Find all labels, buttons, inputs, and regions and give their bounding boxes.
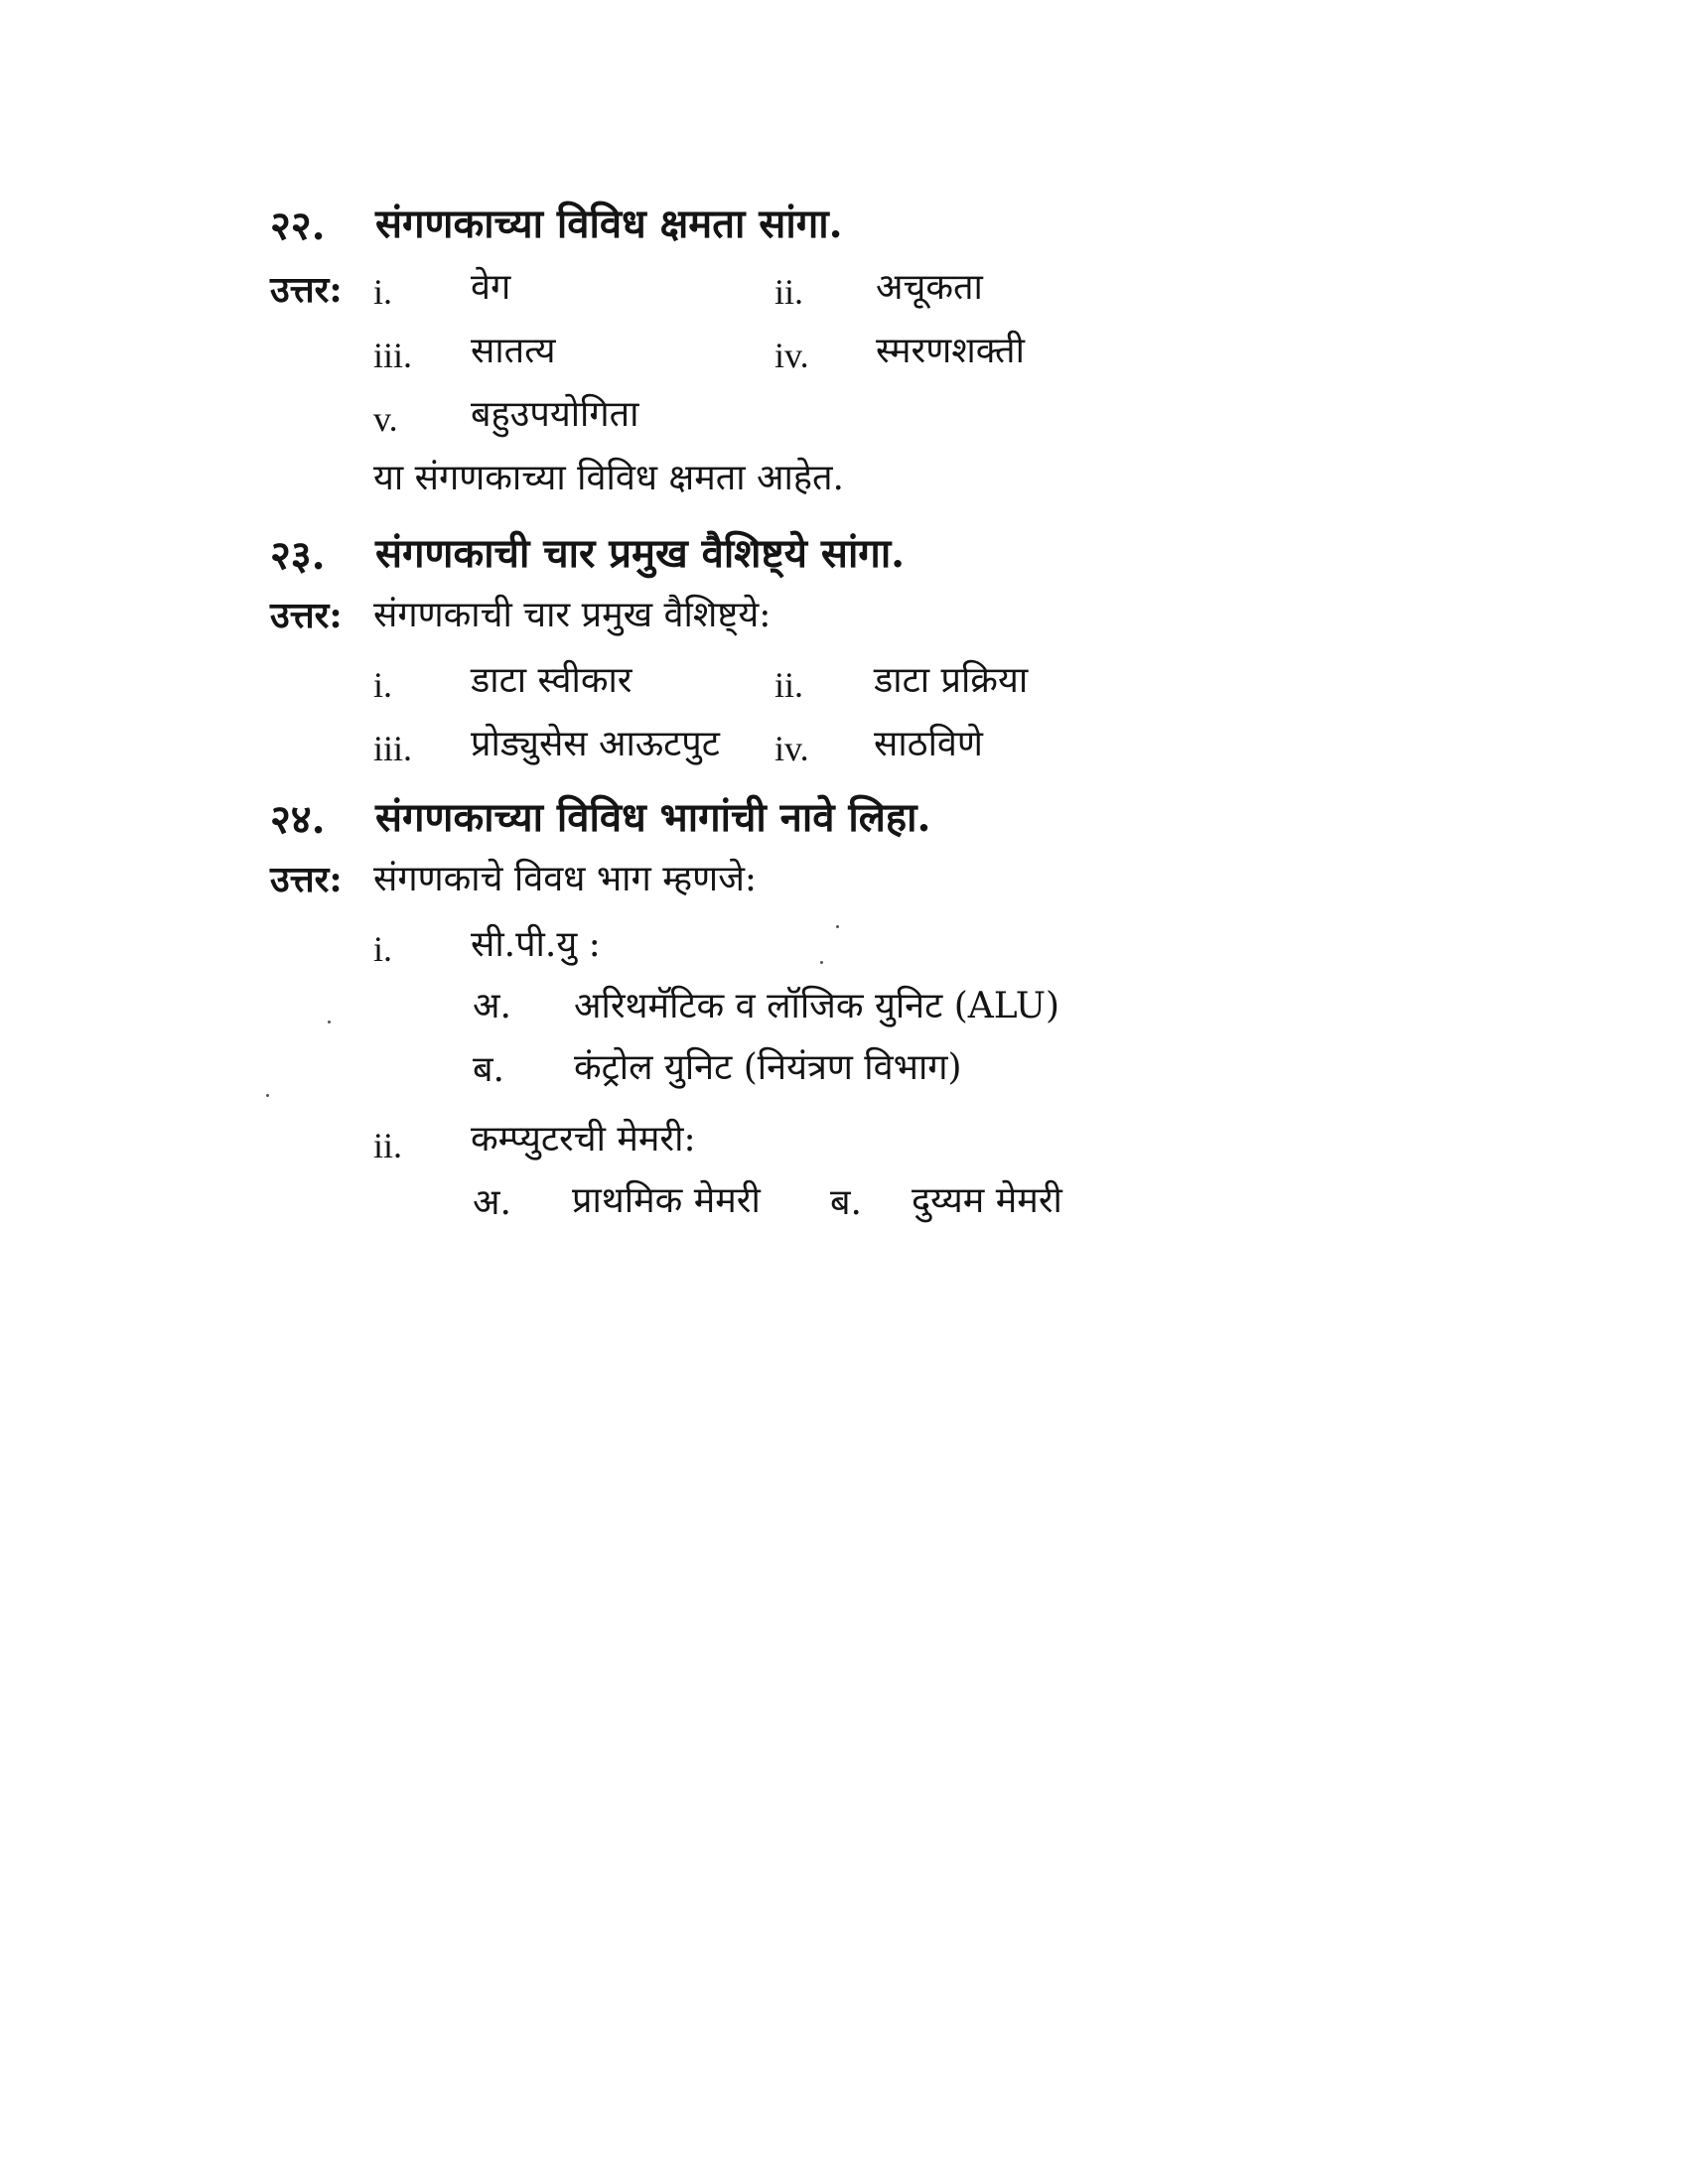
q24-cpu-sub-1-text: अरिथमॅटिक व लॉजिक युनिट (ALU) bbox=[574, 986, 1060, 1026]
q23-item-3-text: प्रोड्युसेस आऊटपुट bbox=[471, 724, 720, 764]
scan-speck bbox=[836, 925, 839, 928]
q23-item-1-text: डाटा स्वीकार bbox=[471, 660, 633, 701]
scan-speck bbox=[328, 1021, 331, 1024]
q24-cpu-sub-1-marker: अ. bbox=[473, 986, 511, 1026]
q24-item-cpu-text: सी.पी.यु : bbox=[471, 924, 601, 965]
q24-memory-sub-1-text: प्राथमिक मेमरी bbox=[572, 1180, 761, 1221]
scan-speck bbox=[820, 961, 823, 964]
q24-cpu-sub-2-text: कंट्रोल युनिट (नियंत्रण विभाग) bbox=[574, 1047, 962, 1088]
question-22-text: संगणकाच्या विविध क्षमता सांगा. bbox=[375, 201, 843, 247]
question-24-number: २४. bbox=[270, 796, 326, 843]
q23-item-2-text: डाटा प्रक्रिया bbox=[874, 660, 1029, 701]
question-22-answer-label: उत्तर: bbox=[270, 269, 343, 311]
q22-item-3-text: सातत्य bbox=[471, 331, 556, 371]
q24-item-cpu-marker: i. bbox=[373, 929, 393, 969]
q24-memory-sub-2-text: दुय्यम मेमरी bbox=[912, 1180, 1062, 1221]
q24-cpu-sub-2-marker: ब. bbox=[473, 1049, 504, 1090]
q22-item-2-marker: ii. bbox=[774, 272, 804, 312]
q22-item-4-marker: iv. bbox=[774, 336, 809, 375]
q24-memory-sub-2-marker: ब. bbox=[830, 1182, 862, 1223]
q22-conclusion: या संगणकाच्या विविध क्षमता आहेत. bbox=[373, 458, 844, 498]
q22-item-1-text: वेग bbox=[471, 267, 511, 308]
question-23-number: २३. bbox=[270, 532, 326, 579]
q22-item-3-marker: iii. bbox=[373, 336, 413, 375]
question-23-text: संगणकाची चार प्रमुख वैशिष्ट्ये सांगा. bbox=[375, 530, 906, 577]
question-23-answer-label: उत्तर: bbox=[270, 595, 343, 636]
q23-item-1-marker: i. bbox=[373, 665, 393, 705]
question-24-text: संगणकाच्या विविध भागांची नावे लिहा. bbox=[375, 794, 931, 841]
q23-item-3-marker: iii. bbox=[373, 729, 413, 768]
question-22-number: २२. bbox=[270, 203, 326, 249]
q24-item-memory-marker: ii. bbox=[373, 1126, 403, 1165]
q23-answer-intro: संगणकाची चार प्रमुख वैशिष्ट्ये: bbox=[373, 595, 772, 635]
question-24-answer-label: उत्तर: bbox=[270, 859, 343, 900]
q22-item-4-text: स्मरणशक्ती bbox=[876, 331, 1025, 371]
q22-item-5-marker: v. bbox=[373, 399, 398, 439]
q22-item-5-text: बहुउपयोगिता bbox=[471, 394, 639, 435]
q23-item-4-text: साठविणे bbox=[874, 724, 983, 764]
q24-answer-intro: संगणकाचे विवध भाग म्हणजे: bbox=[373, 859, 758, 899]
scan-speck bbox=[266, 1094, 269, 1097]
q23-item-4-marker: iv. bbox=[774, 729, 809, 768]
q23-item-2-marker: ii. bbox=[774, 665, 804, 705]
q24-memory-sub-1-marker: अ. bbox=[473, 1182, 511, 1223]
q22-item-1-marker: i. bbox=[373, 272, 393, 312]
q22-item-2-text: अचूकता bbox=[876, 267, 983, 308]
q24-item-memory-text: कम्प्युटरची मेमरी: bbox=[471, 1119, 696, 1160]
